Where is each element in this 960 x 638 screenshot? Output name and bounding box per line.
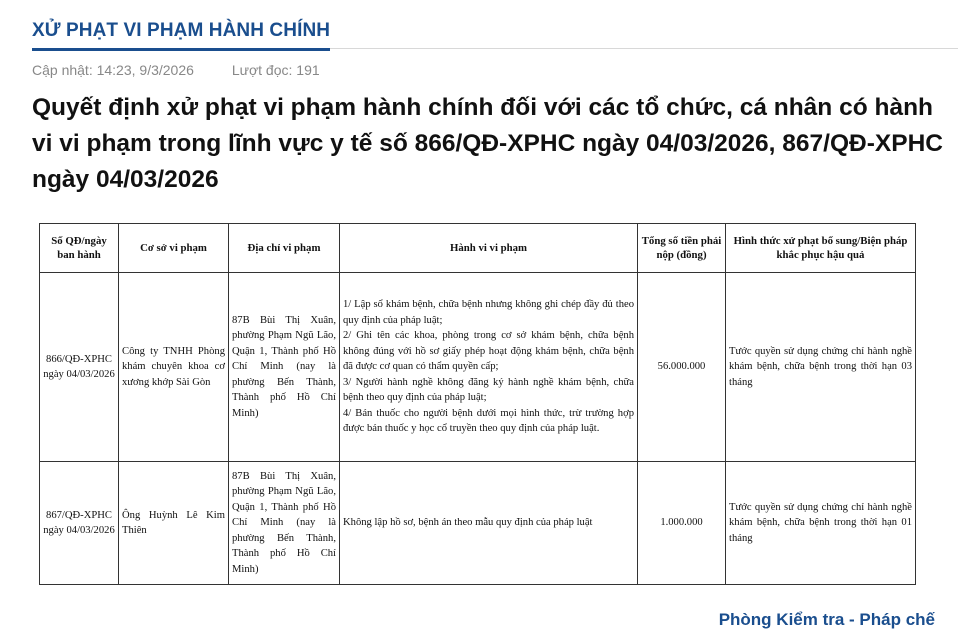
table-row bbox=[40, 273, 916, 462]
amount-cell: 56.000.000 bbox=[638, 273, 726, 462]
view-count: Lượt đọc: 191 bbox=[231, 62, 320, 78]
amount-cell: 1.000.000 bbox=[638, 462, 726, 585]
additional-cell: Tước quyền sử dụng chứng chỉ hành nghề khám bệnh, chữa bệnh trong thời hạn 01 tháng bbox=[726, 462, 916, 585]
header-decision: Số QĐ/ngày ban hành bbox=[40, 224, 119, 273]
violations-table bbox=[39, 223, 916, 585]
updated-time: Cập nhật: 14:23, 9/3/2026 bbox=[32, 62, 194, 78]
article-meta bbox=[32, 62, 354, 78]
violation-item: 3/ Người hành nghề không đăng ký hành nghề khám bệnh, chữa bệnh theo quy định của pháp luật; bbox=[343, 376, 634, 404]
violations-cell bbox=[340, 462, 638, 585]
violations-cell bbox=[340, 273, 638, 462]
header-additional: Hình thức xử phạt bổ sung/Biện pháp khắc phục hậu quả bbox=[726, 224, 916, 273]
address-cell: 87B Bùi Thị Xuân, phường Phạm Ngũ Lão, Quận 1, Thành phố Hồ Chí Minh (nay là phường Bến Thành, Thành phố Hồ Chí Minh) bbox=[229, 462, 340, 585]
header-violations: Hành vi vi phạm bbox=[340, 224, 638, 273]
category-link[interactable]: XỬ PHẠT VI PHẠM HÀNH CHÍNH bbox=[32, 20, 330, 51]
article-author: Phòng Kiểm tra - Pháp chế bbox=[718, 610, 935, 629]
violation-item: Không lập hồ sơ, bệnh án theo mẫu quy định của pháp luật bbox=[343, 517, 593, 529]
violation-item: 2/ Ghi tên các khoa, phòng trong cơ sở khám bệnh, chữa bệnh không đúng với hồ sơ giấy phép hoạt động khám bệnh, chữa bệnh đã được cơ quan có thẩm quyền cấp; bbox=[343, 330, 634, 373]
table-row bbox=[40, 462, 916, 585]
violation-item: 4/ Bán thuốc cho người bệnh dưới mọi hình thức, trừ trường hợp được bán thuốc y học cổ truyền theo quy định của pháp luật. bbox=[343, 407, 634, 435]
header-facility: Cơ sở vi phạm bbox=[119, 224, 229, 273]
violation-item: 1/ Lập sổ khám bệnh, chữa bệnh nhưng không ghi chép đầy đủ theo quy định của pháp luật; bbox=[343, 299, 634, 326]
article-title: Quyết định xử phạt vi phạm hành chính đối với các tổ chức, cá nhân có hành vi vi phạm trong lĩnh vực y tế số 866/QĐ-XPHC ngày 04/03/2026, 867/QĐ-XPHC ngày 04/03/2026 bbox=[32, 94, 943, 193]
address-cell: 87B Bùi Thị Xuân, phường Phạm Ngũ Lão, Quận 1, Thành phố Hồ Chí Minh (nay là phường Bến Thành, Thành phố Hồ Chí Minh) bbox=[229, 273, 340, 462]
header-amount: Tổng số tiền phải nộp (đồng) bbox=[638, 224, 726, 273]
category-header bbox=[32, 14, 958, 49]
additional-cell: Tước quyền sử dụng chứng chỉ hành nghề khám bệnh, chữa bệnh trong thời hạn 03 tháng bbox=[726, 273, 916, 462]
facility-cell: Công ty TNHH Phòng khám chuyên khoa cơ xương khớp Sài Gòn bbox=[119, 273, 229, 462]
facility-cell: Ông Huỳnh Lê Kim Thiên bbox=[119, 462, 229, 585]
decision-cell: 866/QĐ-XPHC ngày 04/03/2026 bbox=[40, 273, 119, 462]
header-address: Địa chỉ vi phạm bbox=[229, 224, 340, 273]
table-header-row bbox=[40, 224, 916, 273]
decision-cell: 867/QĐ-XPHC ngày 04/03/2026 bbox=[40, 462, 119, 585]
